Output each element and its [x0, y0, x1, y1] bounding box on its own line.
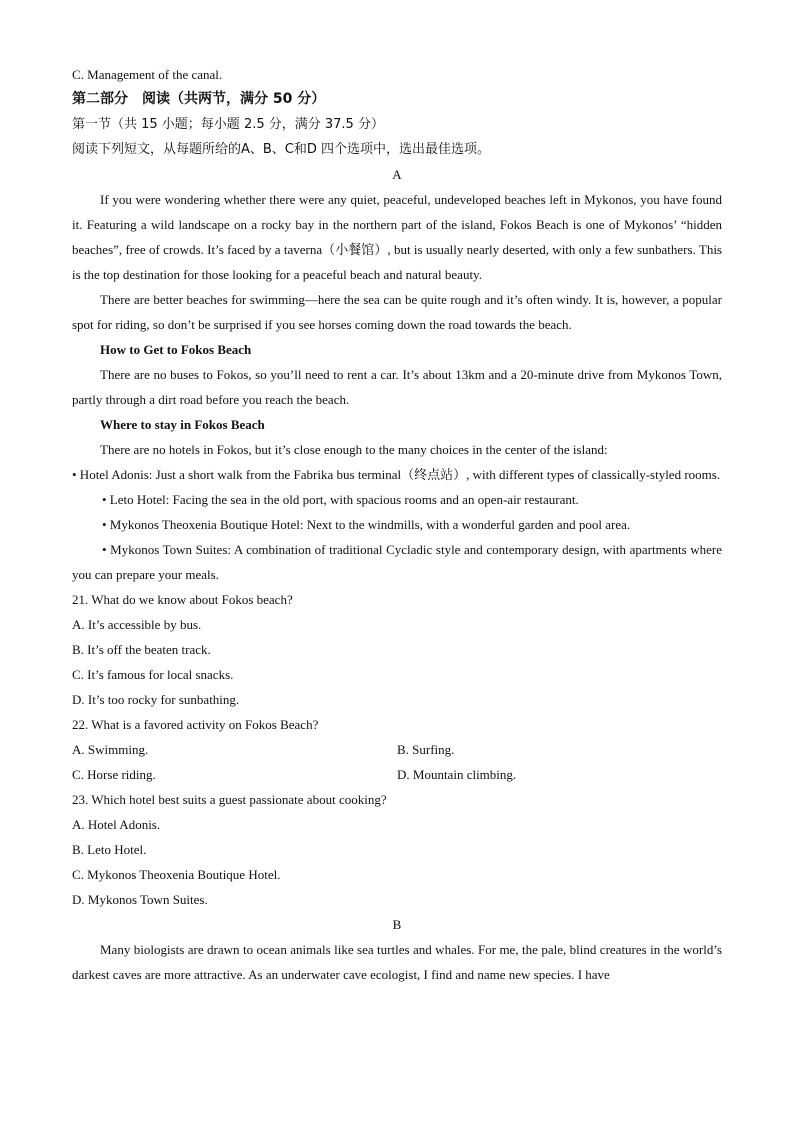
- section1-info: 第一节（共 15 小题；每小题 2.5 分，满分 37.5 分）: [72, 117, 384, 132]
- passage-b-paragraph-1: Many biologists are drawn to ocean animals like sea turtles and whales. For me, the pale, blind creatures in the world’s darkest caves are more attractive. As an underwater cave ecologist, I find and name new species. I have: [72, 942, 722, 982]
- question-21-option-d[interactable]: D. It’s too rocky for sunbathing.: [72, 692, 240, 707]
- passage-a-paragraph-3: There are no buses to Fokos, so you’ll need to rent a car. It’s about 13km and a 20-minute drive from Mykonos Town, partly through a dirt road before you reach the beach.: [72, 367, 722, 407]
- question-22-options-row-1: [72, 737, 722, 762]
- question-23-option-c[interactable]: C. Mykonos Theoxenia Boutique Hotel.: [72, 867, 281, 882]
- exam-page: [72, 62, 722, 987]
- passage-a-paragraph-1: If you were wondering whether there were any quiet, peaceful, undeveloped beaches left in Mykonos, you have found it. Featuring a wild landscape on a rocky bay in the northern part of the island, Fokos Beach is one of Mykonos’ “hidden beaches”, free of crowds. It’s faced by a taverna（小餐馆）, but is usually nearly deserted, with only a few sunbathers. This is the top destination for those looking for a peaceful beach and natural beauty.: [72, 192, 722, 282]
- question-22-stem: 22. What is a favored activity on Fokos Beach?: [72, 717, 319, 732]
- hotel-item: • Mykonos Town Suites: A combination of traditional Cycladic style and contemporary design, with apartments where you can prepare your meals.: [72, 542, 722, 582]
- previous-question-option: C. Management of the canal.: [72, 67, 223, 82]
- hotel-item: • Leto Hotel: Facing the sea in the old port, with spacious rooms and an open-air restaurant.: [102, 492, 579, 507]
- hotel-item: • Hotel Adonis: Just a short walk from the Fabrika bus terminal（终点站）, with different types of classically-styled rooms.: [72, 467, 721, 482]
- question-22-option-d[interactable]: D. Mountain climbing.: [397, 767, 517, 782]
- question-22-option-b[interactable]: B. Surfing.: [397, 742, 455, 757]
- question-22-option-a[interactable]: A. Swimming.: [72, 742, 149, 757]
- question-21-option-a[interactable]: A. It’s accessible by bus.: [72, 617, 202, 632]
- question-23-stem: 23. Which hotel best suits a guest passionate about cooking?: [72, 792, 387, 807]
- passage-a-paragraph-4: There are no hotels in Fokos, but it’s close enough to the many choices in the center of the island:: [100, 442, 608, 457]
- question-23-option-b[interactable]: B. Leto Hotel.: [72, 842, 147, 857]
- question-23-option-a[interactable]: A. Hotel Adonis.: [72, 817, 161, 832]
- instructions: 阅读下列短文，从每题所给的A、B、C和D 四个选项中，选出最佳选项。: [72, 142, 491, 157]
- question-23-option-d[interactable]: D. Mykonos Town Suites.: [72, 892, 208, 907]
- question-22-option-c[interactable]: C. Horse riding.: [72, 767, 156, 782]
- hotel-item: • Mykonos Theoxenia Boutique Hotel: Next to the windmills, with a wonderful garden and pool area.: [102, 517, 631, 532]
- question-22-options-row-2: [72, 762, 722, 787]
- heading-how-to-get: How to Get to Fokos Beach: [100, 342, 252, 357]
- passage-b-label: B: [392, 917, 402, 932]
- question-21-option-b[interactable]: B. It’s off the beaten track.: [72, 642, 211, 657]
- question-21-stem: 21. What do we know about Fokos beach?: [72, 592, 293, 607]
- passage-a-label: A: [392, 167, 402, 182]
- part2-title: 第二部分 阅读（共两节，满分 50 分）: [72, 91, 326, 107]
- heading-where-to-stay: Where to stay in Fokos Beach: [100, 417, 265, 432]
- passage-a-paragraph-2: There are better beaches for swimming—here the sea can be quite rough and it’s often windy. It is, however, a popular spot for riding, so don’t be surprised if you see horses coming down the road towards the beach.: [72, 292, 722, 332]
- question-21-option-c[interactable]: C. It’s famous for local snacks.: [72, 667, 234, 682]
